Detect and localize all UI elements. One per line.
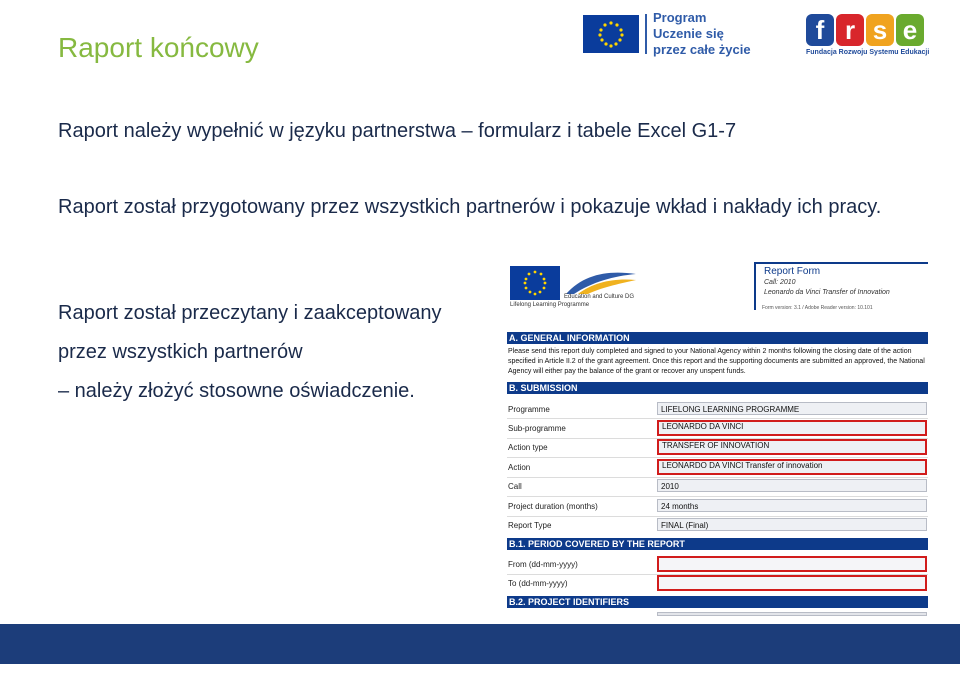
section-a-header: A. GENERAL INFORMATION [507,332,928,344]
footer-band [0,624,960,664]
call-field[interactable]: 2010 [657,479,927,492]
dg-label: Education and Culture DG [564,294,635,300]
eu-flag-small-icon [510,266,560,300]
program-logo [583,10,751,58]
lifelong-label: Lifelong Learning Programme [510,302,590,308]
slide-title: Raport końcowy [58,32,259,63]
section-b1-header: B.1. PERIOD COVERED BY THE REPORT [507,538,928,550]
form-header-program: Leonardo da Vinci Transfer of Innovation [764,289,890,296]
frse-caption: Fundacja Rozwoju Systemu Edukacji [806,49,930,56]
text-line-3c: – należy złożyć stosowne oświadczenie. [58,380,415,402]
footer-title: PROGRAM LEONARDO DA VINCI [316,670,629,692]
row-divider [507,516,928,517]
sub-programme-label: Sub-programme [508,424,566,433]
text-line-1: Raport należy wypełnić w języku partnerstwa – formularz i tabele Excel G1-7 [58,120,737,142]
action-label: Action [508,463,531,472]
identifier-field-partial[interactable] [657,612,927,616]
action-type-label: Action type [508,443,548,452]
program-logo-text: Program Uczenie się przez całe życie [653,10,751,57]
project-duration-label: Project duration (months) [508,502,598,511]
action-type-field[interactable]: TRANSFER OF INNOVATION [657,439,927,455]
text-line-3a: Raport został przeczytany i zaakceptowany [58,302,442,324]
to-date-label: To (dd-mm-yyyy) [508,579,568,588]
logo-divider [645,14,647,54]
to-date-field[interactable] [657,575,927,591]
call-label: Call [508,482,522,491]
text-line-3b: przez wszystkich partnerów [58,341,303,363]
form-version: Form version: 3.1 / Adobe Reader version: 10.101 [762,305,873,311]
form-header-title: Report Form [764,266,821,277]
section-a-text: Please send this report duly completed and signed to your National Agency within 2 months following the closing date of the action specified in Article II.2 of the grant agreement. Once this report and the supporting documents are submitted an approved, the National Agency will either pay the balance of the grant or recover any unspent funds. [508,348,925,375]
row-divider [507,496,928,497]
section-b-header: B. SUBMISSION [507,382,928,394]
row-divider [507,457,928,458]
action-field[interactable]: LEONARDO DA VINCI Transfer of innovation [657,459,927,475]
text-block-3 [58,294,442,411]
report-type-field[interactable]: FINAL (Final) [657,518,927,531]
row-divider [507,477,928,478]
footer [0,624,960,692]
programme-field[interactable]: LIFELONG LEARNING PROGRAMME [657,402,927,415]
row-divider [507,418,928,419]
form-header-call: Call: 2010 [764,279,796,286]
project-duration-field[interactable]: 24 months [657,499,927,512]
programme-label: Programme [508,405,550,414]
frse-logo: f r s e Fundacja Rozwoju Systemu Edukacji [806,15,930,56]
from-date-label: From (dd-mm-yyyy) [508,560,578,569]
eu-flag-icon [583,15,639,53]
form-header-box [754,262,928,310]
from-date-field[interactable] [657,556,927,572]
report-type-label: Report Type [508,521,552,530]
report-form-screenshot [500,258,928,618]
sub-programme-field[interactable]: LEONARDO DA VINCI [657,420,927,436]
text-line-2: Raport został przygotowany przez wszystkich partnerów i pokazuje wkład i nakłady ich pracy. [58,196,882,218]
section-b2-header: B.2. PROJECT IDENTIFIERS [507,596,928,608]
